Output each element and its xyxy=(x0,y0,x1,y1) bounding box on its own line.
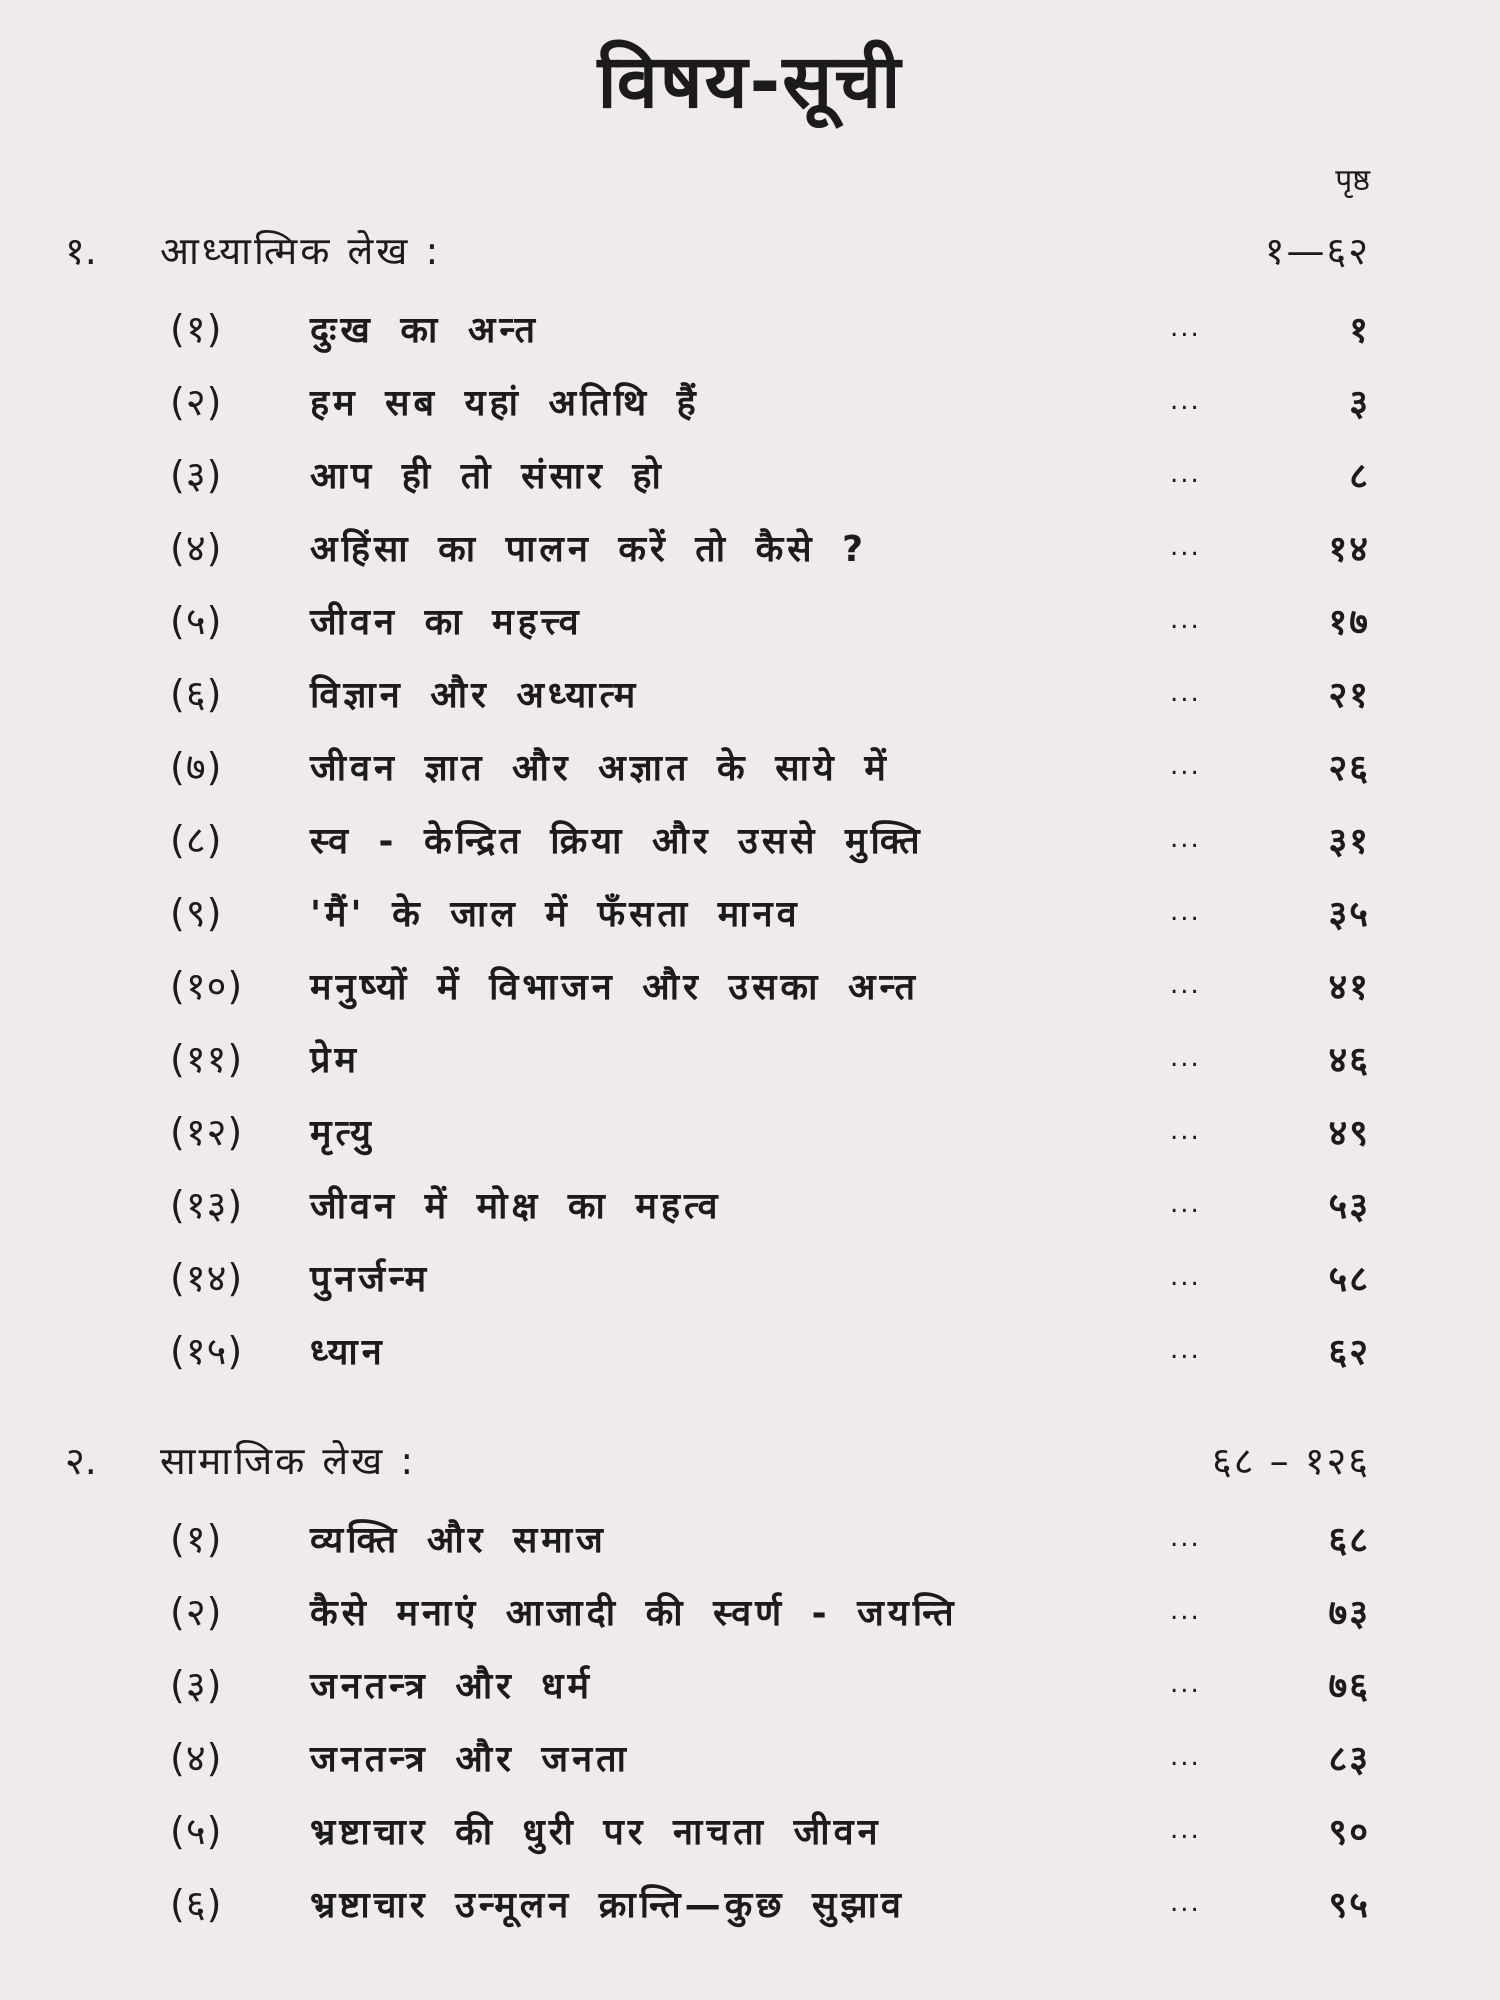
entry-leader: ... xyxy=(1170,897,1201,927)
entry-leader: ... xyxy=(1170,1669,1201,1699)
toc-entry xyxy=(170,882,1370,942)
entry-leader: ... xyxy=(1170,1596,1201,1626)
entry-number: (४) xyxy=(170,526,223,570)
section-number: २. xyxy=(65,1439,97,1483)
entry-number: (५) xyxy=(170,1809,223,1853)
page-column-label: पृष्ठ xyxy=(1335,163,1370,198)
entry-leader: ... xyxy=(1170,1043,1201,1073)
entry-number: (८) xyxy=(170,818,223,862)
entry-page: ४९ xyxy=(1328,1112,1370,1154)
entry-title: दुःख का अन्त xyxy=(310,309,539,351)
entry-title: मृत्यु xyxy=(310,1112,375,1154)
toc-entry xyxy=(170,955,1370,1015)
section-heading xyxy=(65,220,1370,280)
entry-leader: ... xyxy=(1170,970,1201,1000)
entry-leader: ... xyxy=(1170,1815,1201,1845)
entry-title: स्व - केन्द्रित क्रिया और उससे मुक्ति xyxy=(310,820,924,862)
toc-entry xyxy=(170,1247,1370,1307)
toc-entry xyxy=(170,1320,1370,1380)
entry-title: जीवन ज्ञात और अज्ञात के साये में xyxy=(310,747,890,789)
entry-leader: ... xyxy=(1170,1523,1201,1553)
entry-number: (१२) xyxy=(170,1110,244,1154)
toc-entry xyxy=(170,1028,1370,1088)
entry-page: ९० xyxy=(1328,1811,1370,1853)
entry-title: कैसे मनाएं आजादी की स्वर्ण - जयन्ति xyxy=(310,1592,958,1634)
entry-leader: ... xyxy=(1170,1742,1201,1772)
entry-leader: ... xyxy=(1170,824,1201,854)
toc-entry xyxy=(170,517,1370,577)
toc-entry xyxy=(170,736,1370,796)
entry-page: ७६ xyxy=(1328,1665,1370,1707)
section-page-range: ६८ – १२६ xyxy=(1212,1439,1370,1483)
entry-page: ५३ xyxy=(1328,1185,1370,1227)
entry-number: (१) xyxy=(170,1517,223,1561)
entry-number: (१) xyxy=(170,307,223,351)
entry-number: (६) xyxy=(170,672,223,716)
toc-entry xyxy=(170,1800,1370,1860)
entry-page: ८ xyxy=(1349,455,1370,497)
entry-title: भ्रष्टाचार उन्मूलन क्रान्ति—कुछ सुझाव xyxy=(310,1884,905,1926)
entry-title: 'मैं' के जाल में फँसता मानव xyxy=(310,893,801,935)
entry-leader: ... xyxy=(1170,605,1201,635)
entry-number: (१४) xyxy=(170,1256,244,1300)
section-heading xyxy=(65,1430,1370,1490)
entry-page: २१ xyxy=(1328,674,1370,716)
entry-page: ७३ xyxy=(1328,1592,1370,1634)
entry-page: ८३ xyxy=(1328,1738,1370,1780)
toc-entry xyxy=(170,1581,1370,1641)
entry-number: (५) xyxy=(170,599,223,643)
entry-page: ४१ xyxy=(1328,966,1370,1008)
entry-title: मनुष्यों में विभाजन और उसका अन्त xyxy=(310,966,920,1008)
entry-leader: ... xyxy=(1170,1116,1201,1146)
entry-page: ९५ xyxy=(1328,1884,1370,1926)
toc-entry xyxy=(170,1508,1370,1568)
toc-entry xyxy=(170,1873,1370,1933)
entry-title: अहिंसा का पालन करें तो कैसे ? xyxy=(310,528,868,570)
entry-number: (२) xyxy=(170,380,223,424)
entry-number: (१०) xyxy=(170,964,244,1008)
entry-title: ध्यान xyxy=(310,1331,386,1373)
section-name: सामाजिक लेख : xyxy=(160,1439,417,1483)
entry-number: (३) xyxy=(170,1663,223,1707)
entry-leader: ... xyxy=(1170,678,1201,708)
section-number: १. xyxy=(65,229,97,273)
entry-title: भ्रष्टाचार की धुरी पर नाचता जीवन xyxy=(310,1811,882,1853)
entry-number: (९) xyxy=(170,891,223,935)
entry-leader: ... xyxy=(1170,532,1201,562)
section-name: आध्यात्मिक लेख : xyxy=(160,229,442,273)
entry-leader: ... xyxy=(1170,459,1201,489)
toc-entry xyxy=(170,809,1370,869)
entry-leader: ... xyxy=(1170,1335,1201,1365)
toc-entry xyxy=(170,1174,1370,1234)
entry-page: ३१ xyxy=(1328,820,1370,862)
entry-page: १ xyxy=(1349,309,1370,351)
entry-leader: ... xyxy=(1170,1189,1201,1219)
page-title: विषय-सूची xyxy=(597,39,903,125)
toc-entry xyxy=(170,298,1370,358)
toc-entry xyxy=(170,1101,1370,1161)
entry-title: व्यक्ति और समाज xyxy=(310,1519,607,1561)
entry-number: (३) xyxy=(170,453,223,497)
toc-entry xyxy=(170,371,1370,431)
entry-leader: ... xyxy=(1170,751,1201,781)
entry-number: (६) xyxy=(170,1882,223,1926)
entry-number: (११) xyxy=(170,1037,244,1081)
entry-page: १४ xyxy=(1328,528,1370,570)
entry-page: ६२ xyxy=(1328,1331,1370,1373)
entry-number: (७) xyxy=(170,745,223,789)
entry-title: जनतन्त्र और धर्म xyxy=(310,1665,594,1707)
entry-title: हम सब यहां अतिथि हैं xyxy=(310,382,700,424)
entry-leader: ... xyxy=(1170,1262,1201,1292)
entry-title: जीवन का महत्त्व xyxy=(310,601,583,643)
entry-leader: ... xyxy=(1170,386,1201,416)
entry-page: ५८ xyxy=(1328,1258,1370,1300)
section-page-range: १—६२ xyxy=(1264,229,1370,273)
entry-page: ३५ xyxy=(1328,893,1370,935)
entry-title: जनतन्त्र और जनता xyxy=(310,1738,630,1780)
entry-page: २६ xyxy=(1328,747,1370,789)
entry-title: विज्ञान और अध्यात्म xyxy=(310,674,640,716)
entry-number: (१५) xyxy=(170,1329,244,1373)
toc-entry xyxy=(170,663,1370,723)
entry-page: ४६ xyxy=(1328,1039,1370,1081)
entry-number: (४) xyxy=(170,1736,223,1780)
toc-entry xyxy=(170,590,1370,650)
entry-leader: ... xyxy=(1170,1888,1201,1918)
entry-page: ६८ xyxy=(1328,1519,1370,1561)
entry-page: १७ xyxy=(1328,601,1370,643)
entry-title: पुनर्जन्म xyxy=(310,1258,431,1300)
entry-leader: ... xyxy=(1170,313,1201,343)
entry-number: (२) xyxy=(170,1590,223,1634)
entry-title: जीवन में मोक्ष का महत्व xyxy=(310,1185,722,1227)
entry-number: (१३) xyxy=(170,1183,244,1227)
toc-entry xyxy=(170,444,1370,504)
entry-title: प्रेम xyxy=(310,1039,361,1081)
toc-entry xyxy=(170,1727,1370,1787)
toc-entry xyxy=(170,1654,1370,1714)
entry-title: आप ही तो संसार हो xyxy=(310,455,665,497)
entry-page: ३ xyxy=(1349,382,1370,424)
